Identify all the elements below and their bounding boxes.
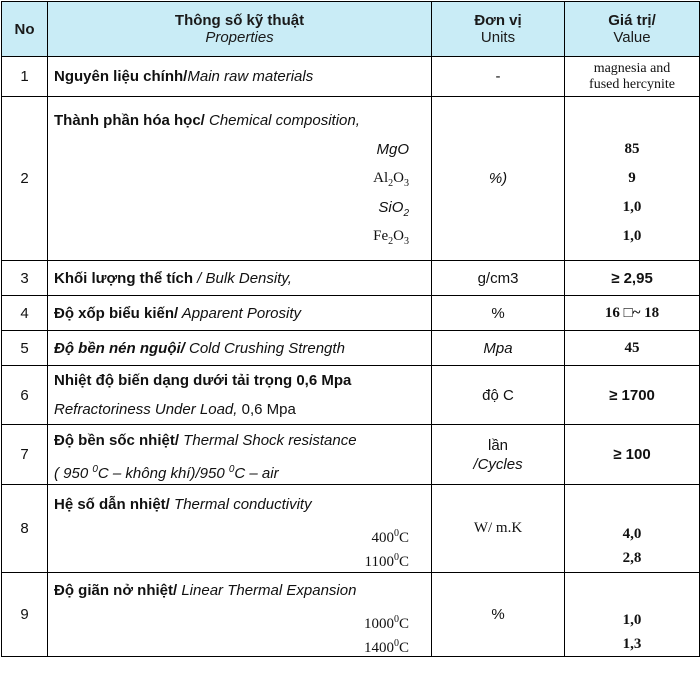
unit-cell: độ C bbox=[432, 366, 565, 425]
value-cell: ≥ 2,95 bbox=[565, 261, 700, 296]
property-name: Khối lượng thể tích / Bulk Density, bbox=[48, 261, 432, 296]
row-number: 2 bbox=[2, 97, 48, 261]
property-name: Nguyên liệu chính/Main raw materials bbox=[48, 57, 432, 97]
value-cell: 45 bbox=[565, 331, 700, 366]
unit-cell: W/ m.K bbox=[432, 485, 565, 573]
component-sio2: SiO$_2$ bbox=[378, 199, 409, 219]
property-name: Độ bền nén nguội/ Cold Crushing Strength bbox=[48, 331, 432, 366]
component-al2o3: $Al_2O_3$ bbox=[373, 170, 409, 189]
component-mgo: MgO bbox=[376, 141, 409, 158]
temp-1000: 1000$^0$C bbox=[363, 613, 409, 632]
table-row bbox=[2, 296, 700, 331]
value-cell: 4,0 2,8 bbox=[565, 485, 700, 573]
row-number: 9 bbox=[2, 573, 48, 657]
temp-1400: 1400$^0$C bbox=[363, 637, 409, 656]
row-number: 5 bbox=[2, 331, 48, 366]
property-name: Nhiệt độ biến dạng dưới tải trọng 0,6 Mpa Refractoriness Under Load, 0,6 Mpa bbox=[48, 366, 432, 425]
temp-1100: 1100$^0$C bbox=[364, 551, 409, 570]
property-name: Độ xốp biểu kiến/ Apparent Porosity bbox=[48, 296, 432, 331]
table-row bbox=[2, 425, 700, 485]
properties-table-wrapper bbox=[1, 1, 699, 689]
header-value: Giá trị/ Value bbox=[565, 2, 700, 57]
value-cell: ≥ 1700 bbox=[565, 366, 700, 425]
value-cell: 16 □~ 18 bbox=[565, 296, 700, 331]
component-fe2o3: $Fe_2O_3$ bbox=[373, 228, 409, 247]
row-number: 3 bbox=[2, 261, 48, 296]
value-cell: magnesia and fused hercynite bbox=[565, 57, 700, 97]
row-number: 8 bbox=[2, 485, 48, 573]
properties-table bbox=[1, 1, 700, 657]
value-cell: ≥ 100 bbox=[565, 425, 700, 485]
table-row bbox=[2, 485, 700, 573]
header-no: No bbox=[2, 2, 48, 57]
property-name: Hệ số dẫn nhiệt/ Thermal conductivity $400^0C$ 1100$^0$C bbox=[48, 485, 432, 573]
table-row bbox=[2, 57, 700, 97]
value-cell: 1,0 1,3 bbox=[565, 573, 700, 657]
table-row bbox=[2, 331, 700, 366]
unit-cell: %) bbox=[432, 97, 565, 261]
property-name: Độ bền sốc nhiệt/ Thermal Shock resistance ( 950 $^0$C – không khí)/950 $^0$C – air bbox=[48, 425, 432, 485]
table-row bbox=[2, 97, 700, 261]
row-number: 6 bbox=[2, 366, 48, 425]
header-units: Đơn vị Units bbox=[432, 2, 565, 57]
row-number: 7 bbox=[2, 425, 48, 485]
table-row bbox=[2, 573, 700, 657]
row-number: 4 bbox=[2, 296, 48, 331]
header-row bbox=[2, 2, 700, 57]
property-name: Thành phần hóa học/ Chemical composition, MgO $Al_2O_3$ SiO$_2$ $Fe_2O_3$ bbox=[48, 97, 432, 261]
unit-cell: Mpa bbox=[432, 331, 565, 366]
row-number: 1 bbox=[2, 57, 48, 97]
unit-cell: lần /Cycles bbox=[432, 425, 565, 485]
property-name: Độ giãn nở nhiệt/ Linear Thermal Expansion 1000$^0$C 1400$^0$C bbox=[48, 573, 432, 657]
unit-cell: % bbox=[432, 296, 565, 331]
header-properties: Thông số kỹ thuật Properties bbox=[48, 2, 432, 57]
table-row bbox=[2, 366, 700, 425]
table-row bbox=[2, 261, 700, 296]
unit-cell: g/cm3 bbox=[432, 261, 565, 296]
unit-cell: - bbox=[432, 57, 565, 97]
unit-cell: % bbox=[432, 573, 565, 657]
value-cell: 85 9 1,0 1,0 bbox=[565, 97, 700, 261]
temp-400: $400^0C$ bbox=[371, 527, 409, 546]
